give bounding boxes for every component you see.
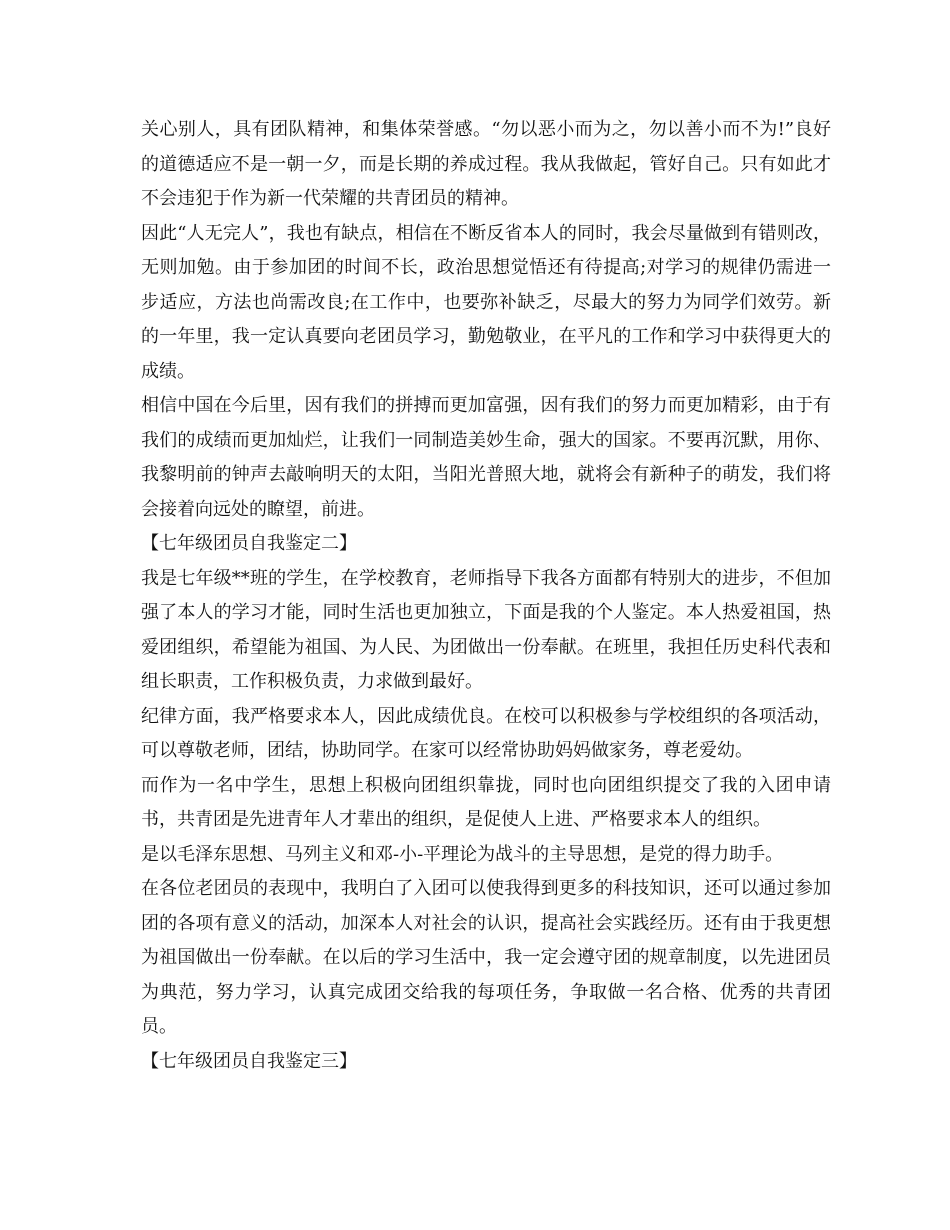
paragraph-8: 在各位老团员的表现中，我明白了入团可以使我得到更多的科技知识，还可以通过参加团的各项有意义的活动，加深本人对社会的认识，提高社会实践经历。还有由于我更想为祖国做出一份奉献。在以后的学习生活中，我一定会遵守团的规章制度，以先进团员为典范，努力学习，认真完成团交给我的每项任务，争取做一名合格、优秀的共青团员。 [141,878,831,1037]
section-heading-3: 【七年级团员自我鉴定三】 [141,1050,357,1072]
section-heading-2: 【七年级团员自我鉴定二】 [141,533,357,554]
paragraph-2: 因此“人无完人”，我也有缺点，相信在不断反省本人的同时，我会尽量做到有错则改，无则加勉。由于参加团的时间不长，政治思想觉悟还有待提高;对学习的规律仍需进一步适应，方法也尚需改良;在工作中，也要弥补缺乏，尽最大的努力为同学们效劳。新的一年里，我一定认真要向老团员学习，勤勉敬业，在平凡的工作和学习中获得更大的成绩。 [141,222,831,382]
paragraph-4: 我是七年级**班的学生，在学校教育，老师指导下我各方面都有特别大的进步，不但加强了本人的学习才能，同时生活也更加独立，下面是我的个人鉴定。本人热爱祖国，热爱团组织，希望能为祖国、为人民、为团做出一份奉献。在班里，我担任历史科代表和组长职责，工作积极负责，力求做到最好。 [141,567,831,692]
paragraph-5: 纪律方面，我严格要求本人，因此成绩优良。在校可以积极参与学校组织的各项活动，可以尊敬老师，团结，协助同学。在家可以经常协助妈妈做家务，尊老爱幼。 [141,705,831,761]
paragraph-6: 而作为一名中学生，思想上积极向团组织靠拢，同时也向团组织提交了我的入团申请书，共青团是先进青年人才辈出的组织，是促使人上进、严格要求本人的组织。 [141,774,831,830]
document-body [141,113,831,1079]
paragraph-3: 相信中国在今后里，因有我们的拼搏而更加富强，因有我们的努力而更加精彩，由于有我们的成绩而更加灿烂，让我们一同制造美妙生命，强大的国家。不要再沉默，用你、我黎明前的钟声去敲响明天的太阳，当阳光普照大地，就将会有新种子的萌发，我们将会接着向远处的瞭望，前进。 [141,395,831,520]
paragraph-1: 关心别人，具有团队精神，和集体荣誉感。“勿以恶小而为之，勿以善小而不为!”良好的道德适应不是一朝一夕，而是长期的养成过程。我从我做起，管好自己。只有如此才不会违犯于作为新一代荣耀的共青团员的精神。 [141,119,831,209]
paragraph-7: 是以毛泽东思想、马列主义和邓-小-平理论为战斗的主导思想，是党的得力助手。 [141,843,784,865]
